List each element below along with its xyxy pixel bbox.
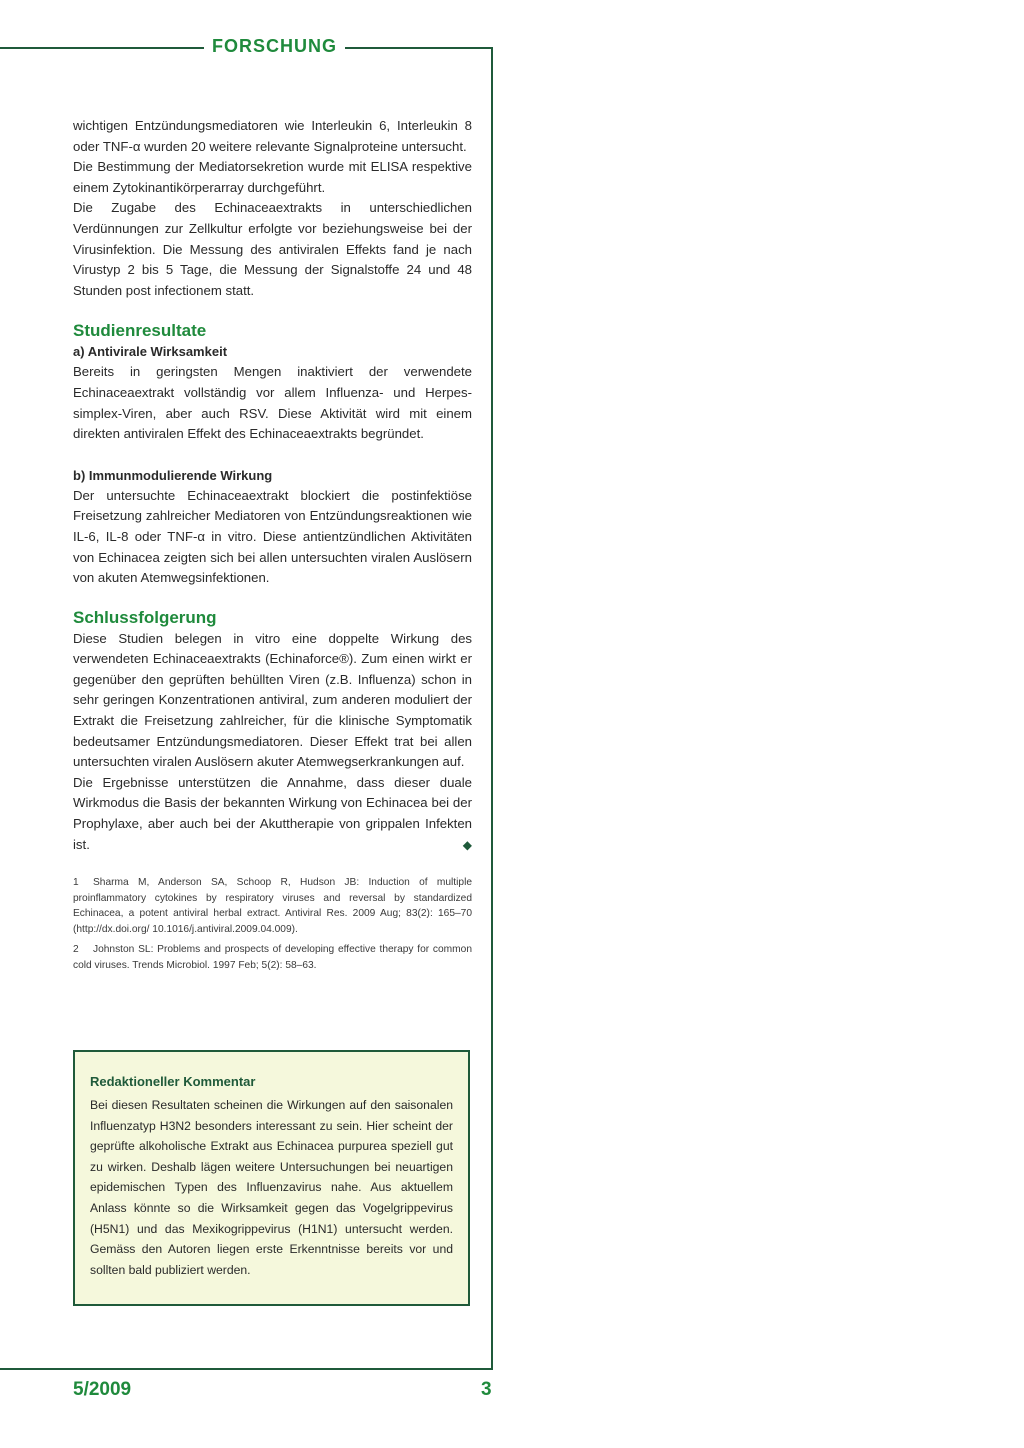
- conclusion-paragraph-2: [73, 773, 472, 855]
- comment-title: Redaktioneller Kommentar: [90, 1074, 256, 1089]
- results-a-text: Bereits in geringsten Mengen inaktiviert der verwendete Echinaceaextrakt vollständig vor allem Influenza- und Herpes-simplex-Viren, aber auch RSV. Diese Aktivität wird mit einem direkten antiviralen Effekt des Echinaceaextrakts begründet.: [73, 364, 472, 442]
- comment-text: Bei diesen Resultaten scheinen die Wirkungen auf den saisonalen Influenzatyp H3N2 besonders interessant zu sein. Hier scheint der geprüfte alkoholische Extrakt aus Echinacea purpurea speziell gut zu wirken. Deshalb lägen weitere Untersuchungen bei neuartigen epidemischen Typen des Influenzavirus nahe. Aus aktuellem Anlass könnte so die Wirksamkeit gegen das Vogelgrippevirus (H5N1) und das Mexikogrippevirus (H1N1) untersucht werden. Gemäss den Autoren liegen erste Erkenntnisse bereits vor und sollten bald publiziert werden.: [90, 1098, 453, 1277]
- issue-number: 5/2009: [73, 1379, 132, 1400]
- end-mark-icon: ◆: [462, 837, 472, 852]
- results-b-heading: b) Immunmodulierende Wirkung: [73, 467, 273, 483]
- footnote-text: Johnston SL: Problems and prospects of developing effective therapy for common cold viruses. Trends Microbiol. 1997 Feb; 5(2): 58–63.: [73, 944, 472, 971]
- conclusion-heading: Schlussfolgerung: [73, 607, 217, 627]
- intro-paragraph-2: Die Bestimmung der Mediatorsekretion wurde mit ELISA respektive einem Zytokinantikörperarray durchgeführt.: [73, 159, 472, 195]
- main-column: [73, 116, 472, 973]
- footnote-number: 2: [73, 944, 79, 956]
- footnote-number: 1: [73, 877, 79, 889]
- footnote-2: [73, 942, 472, 973]
- footnotes: [73, 875, 472, 973]
- footnote-text: Sharma M, Anderson SA, Schoop R, Hudson JB: Induction of multiple proinflammatory cytokines by respiratory viruses and reversal by standardized Echinacea, a potent antiviral herbal extract. Antiviral Res. 2009 Aug; 83(2): 165–70 (http://dx.doi.org/ 10.1016/j.antiviral.2009.04.009).: [73, 877, 472, 935]
- footer-rule: [0, 1368, 493, 1370]
- editorial-comment-box: [73, 1050, 470, 1306]
- results-heading: Studienresultate: [73, 321, 207, 341]
- section-tag: FORSCHUNG: [204, 36, 345, 57]
- results-b-text: Der untersuchte Echinaceaextrakt blockiert die postinfektiöse Freisetzung zahlreicher Mediatoren von Entzündungsreaktionen wie IL-6, IL-8 oder TNF-α in vitro. Diese antientzündlichen Aktivitäten von Echinacea zeigten sich bei allen untersuchten viralen Auslösern von akuten Atemwegsinfektionen.: [73, 487, 472, 586]
- intro-paragraph-1: wichtigen Entzündungsmediatoren wie Interleukin 6, Interleukin 8 oder TNF-α wurden 20 weitere relevante Signalproteine untersucht.: [73, 118, 472, 154]
- right-rule: [491, 47, 493, 1370]
- intro-paragraph-3: Die Zugabe des Echinaceaextrakts in unterschiedlichen Verdünnungen zur Zellkultur erfolgte vor beziehungsweise bei der Virusinfektion. Die Messung des antiviralen Effekts fand je nach Virustyp 2 bis 5 Tage, die Messung der Signalstoffe 24 und 48 Stunden post infectionem statt.: [73, 200, 472, 298]
- conclusion-paragraph-1: Diese Studien belegen in vitro eine doppelte Wirkung des verwendeten Echinaceaextrakts (Echinaforce®). Zum einen wirkt er gegenüber den geprüften behüllten Viren (z.B. Influenza) schon in sehr geringen Konzentrationen antiviral, zum anderen moduliert der Extrakt die Freisetzung zahlreicher, für die klinische Symptomatik bedeutsamer Entzündungsmediatoren. Dieser Effekt trat bei allen untersuchten viralen Auslösern akuter Atemwegserkrankungen auf.: [73, 630, 472, 770]
- footnote-1: [73, 875, 472, 937]
- page-number: 3: [481, 1379, 492, 1400]
- conclusion-paragraph-2-text: Die Ergebnisse unterstützen die Annahme, dass dieser duale Wirkmodus die Basis der bekannten Wirkung von Echinacea bei der Prophylaxe, aber auch bei der Akuttherapie von grippalen Infekten ist.: [73, 774, 472, 852]
- results-a-heading: a) Antivirale Wirksamkeit: [73, 344, 228, 360]
